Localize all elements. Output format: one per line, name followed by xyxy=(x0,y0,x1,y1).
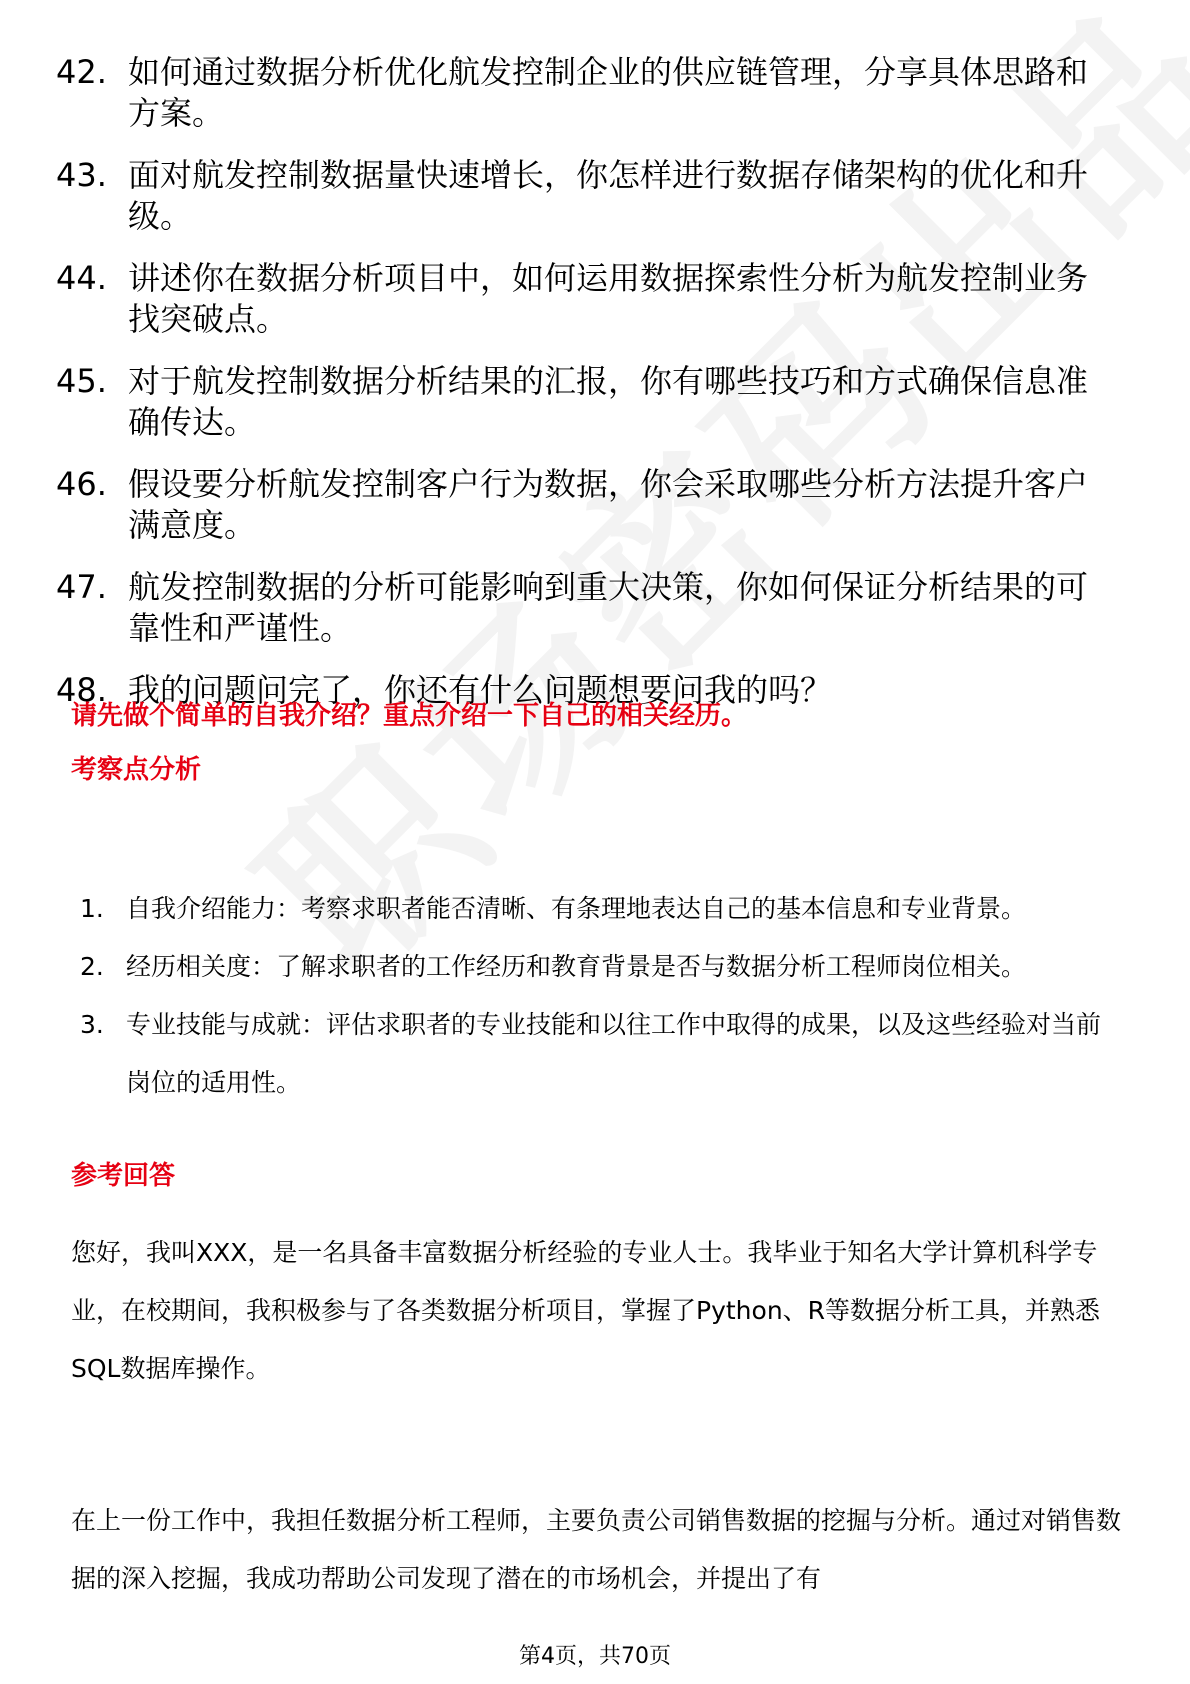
question-number: 42. xyxy=(56,53,107,91)
question-text: 讲述你在数据分析项目中，如何运用数据探索性分析为航发控制业务找突破点。 xyxy=(128,259,1089,338)
question-item xyxy=(56,52,1116,134)
question-text: 如何通过数据分析优化航发控制企业的供应链管理，分享具体思路和方案。 xyxy=(128,53,1089,132)
question-text: 面对航发控制数据量快速增长，你怎样进行数据存储架构的优化和升级。 xyxy=(128,156,1089,235)
analysis-number: 1. xyxy=(80,894,104,923)
question-item xyxy=(56,258,1116,340)
analysis-item xyxy=(80,880,1120,938)
answer-heading: 参考回答 xyxy=(71,1161,176,1191)
analysis-item xyxy=(80,996,1120,1112)
answer-paragraph: 在上一份工作中，我担任数据分析工程师，主要负责公司销售数据的挖掘与分析。通过对销售数据的深入挖掘，我成功帮助公司发现了潜在的市场机会，并提出了有 xyxy=(71,1506,1122,1593)
question-item xyxy=(56,361,1116,443)
question-number: 45. xyxy=(56,362,107,400)
analysis-list xyxy=(80,880,1120,1112)
page-footer: 第4页，共70页 xyxy=(519,1644,671,1669)
question-item xyxy=(56,155,1116,237)
analysis-text: 经历相关度：了解求职者的工作经历和教育背景是否与数据分析工程师岗位相关。 xyxy=(126,952,1027,981)
question-number: 47. xyxy=(56,568,107,606)
question-number: 43. xyxy=(56,156,107,194)
answer-paragraph: 您好，我叫XXX，是一名具备丰富数据分析经验的专业人士。我毕业于知名大学计算机科学专业，在校期间，我积极参与了各类数据分析项目，掌握了Python、R等数据分析工具，并熟悉SQL数据库操作。 xyxy=(71,1238,1101,1383)
analysis-heading: 考察点分析 xyxy=(71,755,202,785)
analysis-item xyxy=(80,938,1120,996)
analysis-text: 自我介绍能力：考察求职者能否清晰、有条理地表达自己的基本信息和专业背景。 xyxy=(126,894,1027,923)
question-list xyxy=(56,52,1116,732)
question-number: 46. xyxy=(56,465,107,503)
analysis-text: 专业技能与成就：评估求职者的专业技能和以往工作中取得的成果，以及这些经验对当前岗位的适用性。 xyxy=(126,1010,1102,1097)
question-item xyxy=(56,464,1116,546)
analysis-number: 3. xyxy=(80,1010,104,1039)
question-text: 假设要分析航发控制客户行为数据，你会采取哪些分析方法提升客户满意度。 xyxy=(128,465,1089,544)
question-text: 对于航发控制数据分析结果的汇报，你有哪些技巧和方式确保信息准确传达。 xyxy=(128,362,1089,441)
analysis-number: 2. xyxy=(80,952,104,981)
question-item xyxy=(56,567,1116,649)
question-number: 44. xyxy=(56,259,107,297)
question-text: 航发控制数据的分析可能影响到重大决策，你如何保证分析结果的可靠性和严谨性。 xyxy=(128,568,1089,647)
question-text: 我的问题问完了，你还有什么问题想要问我的吗？ xyxy=(128,671,833,709)
question-number: 48. xyxy=(56,671,107,709)
intro-question-heading: 请先做个简单的自我介绍？重点介绍一下自己的相关经历。 xyxy=(71,701,748,731)
